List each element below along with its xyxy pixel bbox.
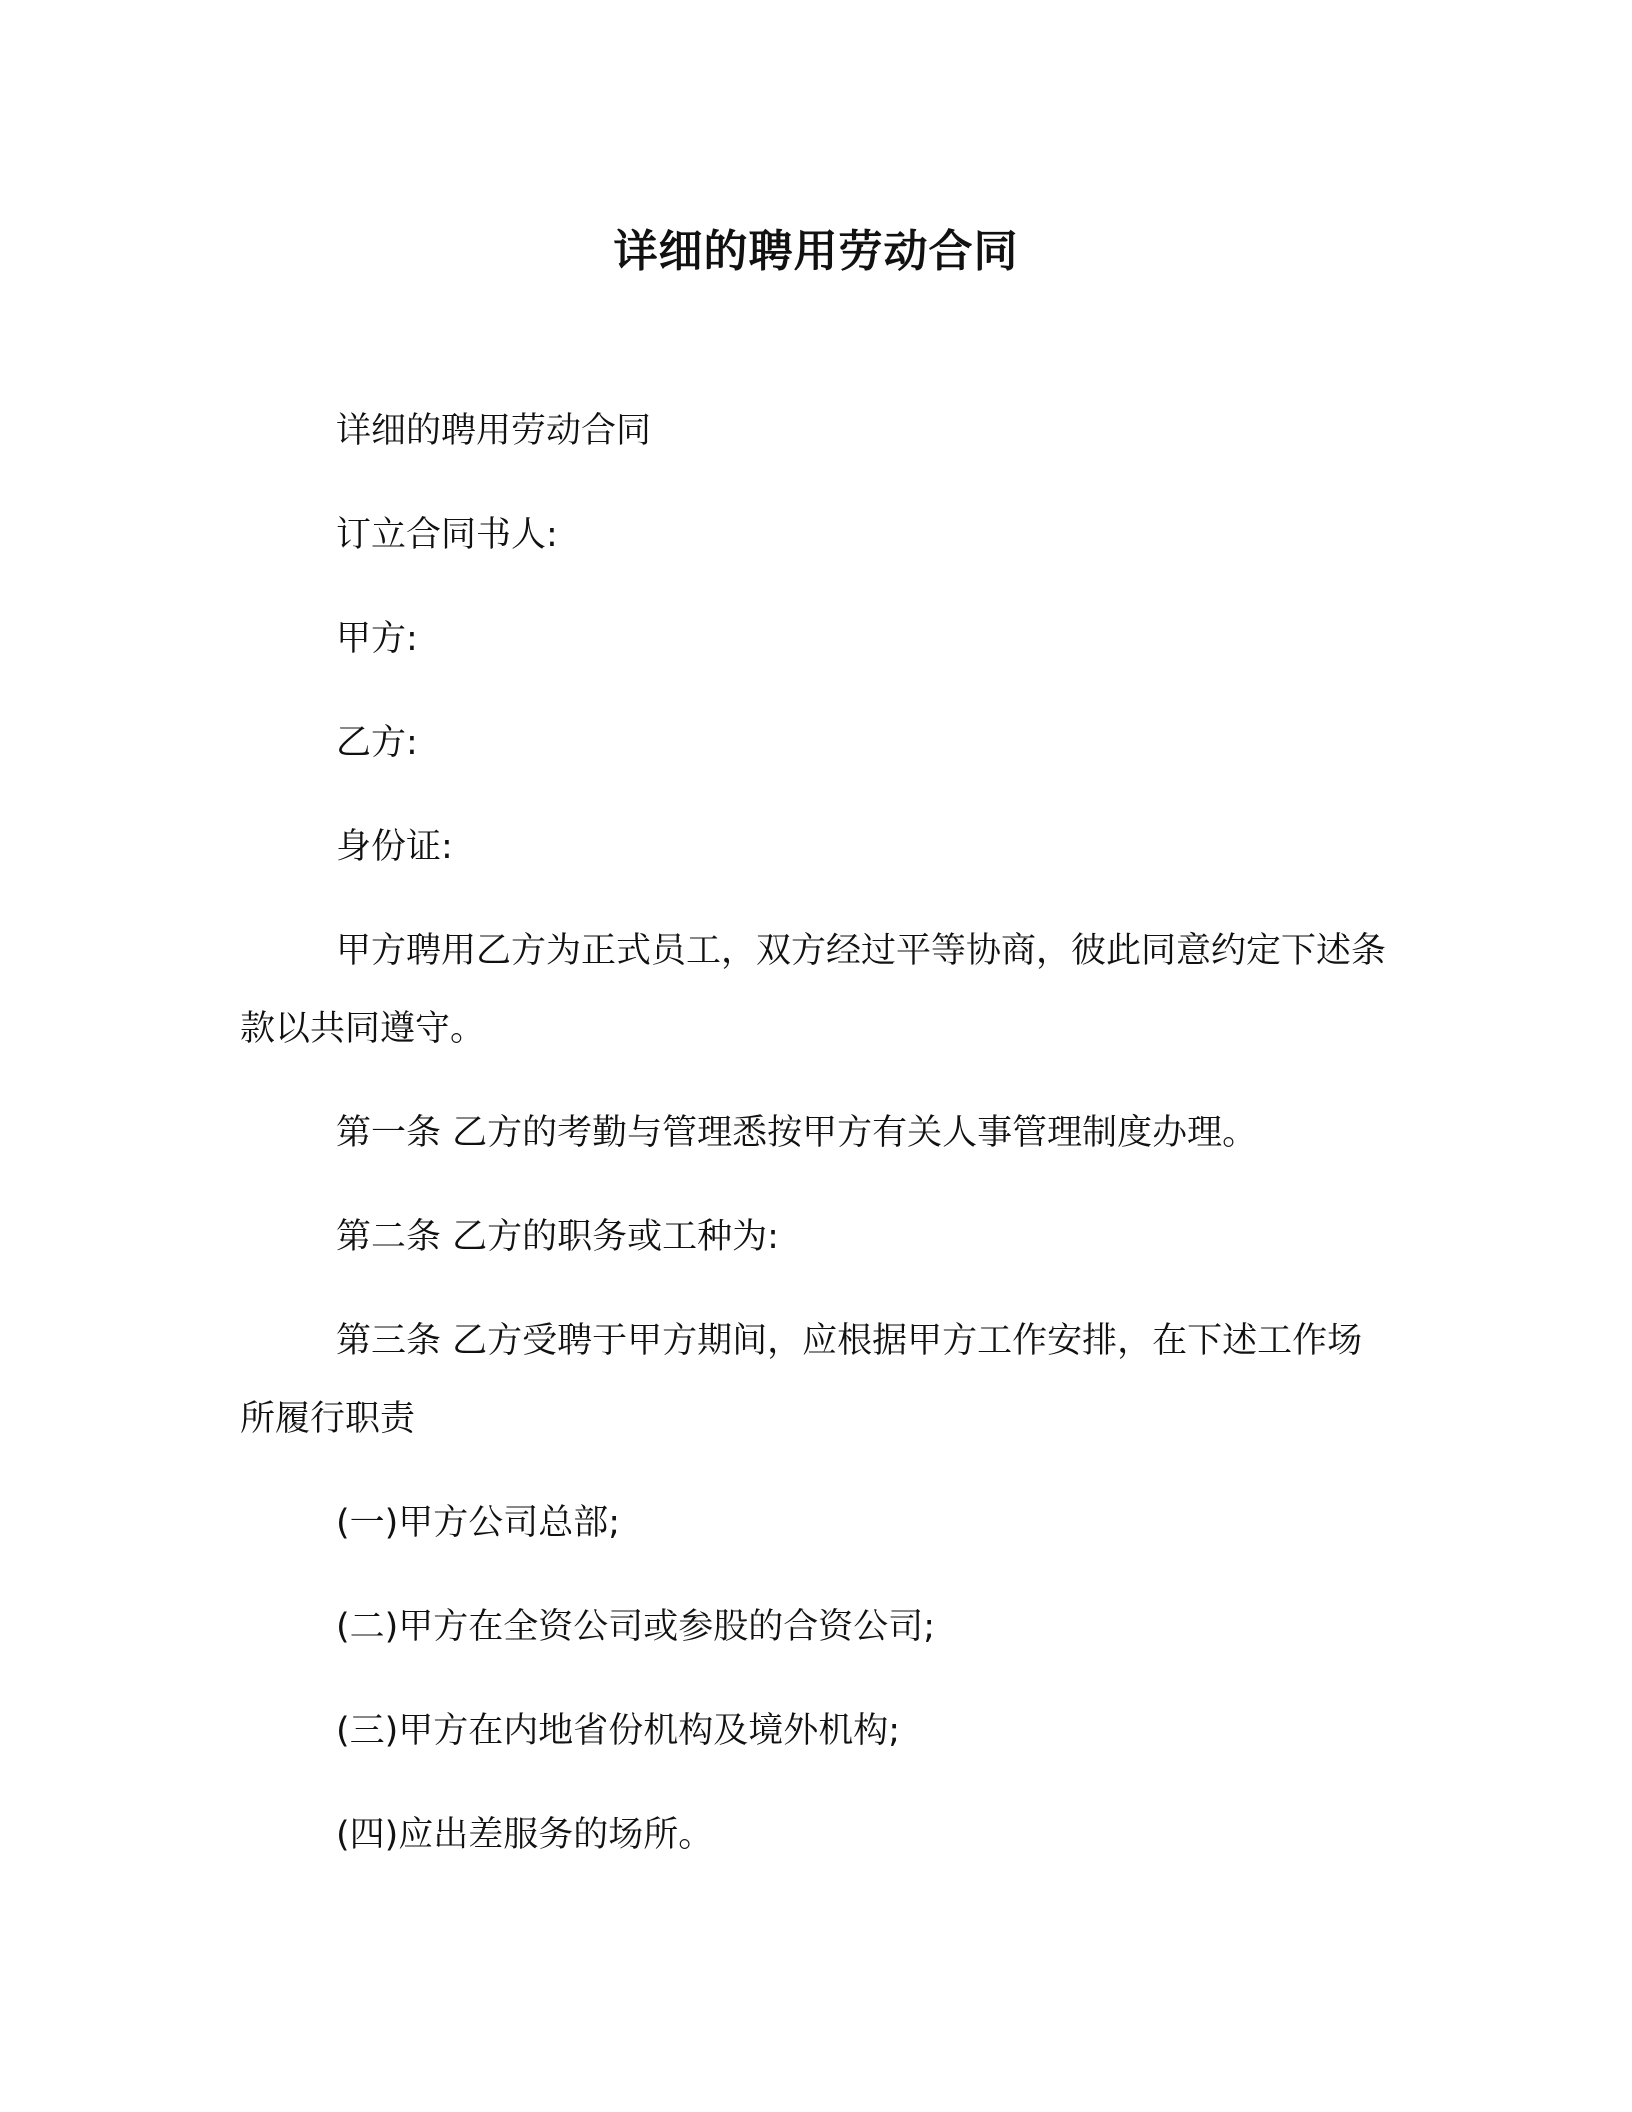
paragraph-item-2: (二)甲方在全资公司或参股的合资公司; (336, 1607, 936, 1647)
paragraph-subtitle: 详细的聘用劳动合同 (336, 411, 652, 451)
paragraph-article-2: 第二条 乙方的职务或工种为: (336, 1217, 779, 1257)
paragraph-article-3: 第三条 乙方受聘于甲方期间，应根据甲方工作安排，在下述工作场所履行职责 (240, 1321, 1363, 1439)
paragraph-item-4: (四)应出差服务的场所。 (336, 1815, 714, 1855)
paragraph-party-a: 甲方: (336, 619, 418, 659)
paragraph-article-1: 第一条 乙方的考勤与管理悉按甲方有关人事管理制度办理。 (336, 1113, 1258, 1153)
paragraph-id-card: 身份证: (336, 827, 453, 867)
paragraph-signatories: 订立合同书人: (336, 515, 558, 555)
document-body (240, 392, 1392, 1874)
paragraph-item-1: (一)甲方公司总部; (336, 1503, 621, 1543)
paragraph-preamble: 甲方聘用乙方为正式员工，双方经过平等协商，彼此同意约定下述条款以共同遵守。 (240, 931, 1387, 1049)
paragraph-item-3: (三)甲方在内地省份机构及境外机构; (336, 1711, 901, 1751)
document-title: 详细的聘用劳动合同 (613, 226, 1019, 277)
paragraph-party-b: 乙方: (336, 723, 418, 763)
